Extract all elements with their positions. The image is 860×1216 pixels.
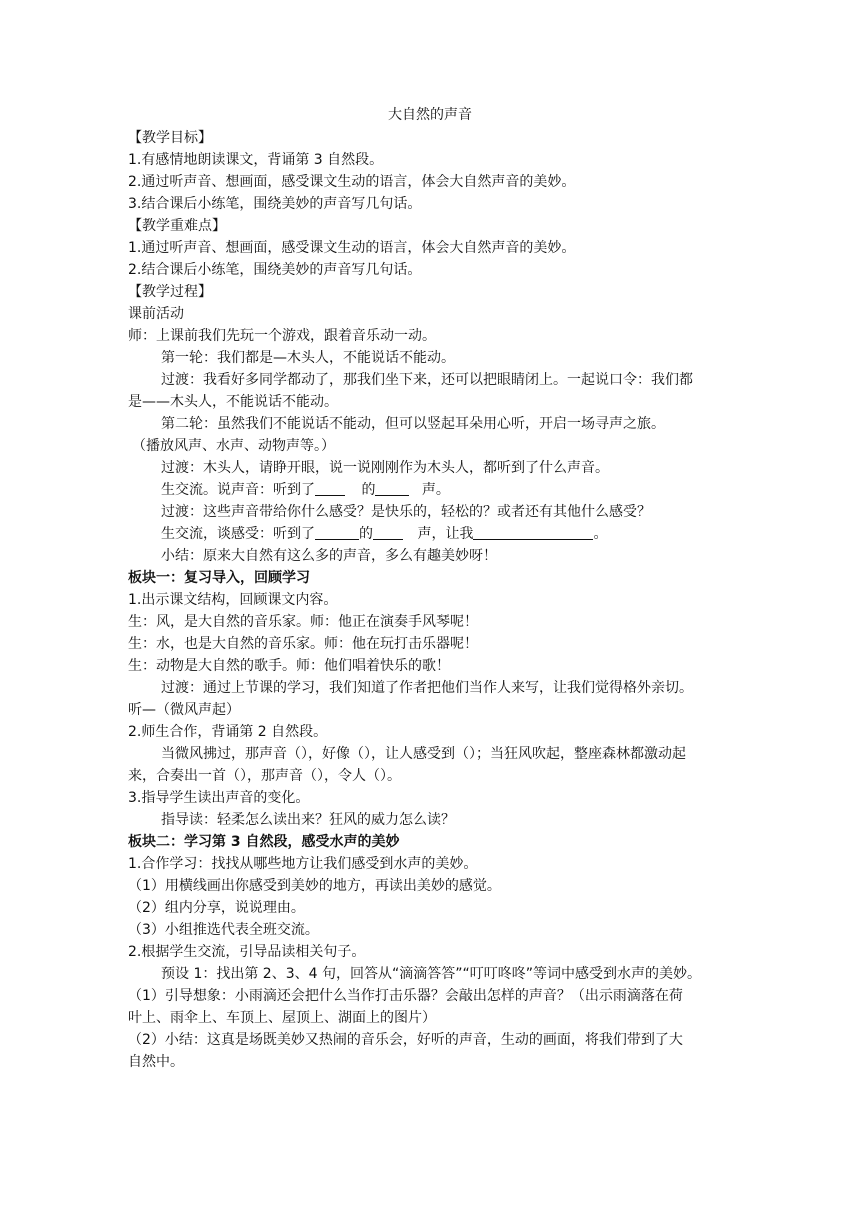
paragraph-line: 第一轮：我们都是—木头人，不能说话不能动。	[161, 350, 455, 366]
paragraph-line: 过渡：通过上节课的学习，我们知道了作者把他们当作人来写，让我们觉得格外亲切。	[161, 680, 693, 696]
paragraph-line: （3）小组推选代表全班交流。	[128, 922, 319, 938]
section-heading: 【教学过程】	[128, 284, 212, 300]
blank-underline	[373, 525, 403, 540]
section-heading: 板块二：学习第 3 自然段，感受水声的美妙	[128, 834, 400, 850]
paragraph-line: 1.合作学习：找找从哪些地方让我们感受到水声的美妙。	[128, 856, 478, 872]
paragraph-line: 2.结合课后小练笔，围绕美妙的声音写几句话。	[128, 262, 422, 278]
paragraph-line: 生：水，也是大自然的音乐家。师：他在玩打击乐器呢！	[128, 636, 478, 652]
fill-in-line-feeling	[128, 523, 733, 545]
blank-underline	[315, 525, 359, 540]
paragraph-line: 师：上课前我们先玩一个游戏，跟着音乐动一动。	[128, 328, 436, 344]
paragraph-line: （1）引导想象：小雨滴还会把什么当作打击乐器？会敲出怎样的声音？（出示雨滴落在荷	[128, 988, 683, 1004]
paragraph-line: 当微风拂过，那声音（），好像（），让人感受到（）；当狂风吹起，整座森林都激动起	[161, 746, 686, 762]
paragraph-line: 2.通过听声音、想画面，感受课文生动的语言，体会大自然声音的美妙。	[128, 174, 576, 190]
paragraph-line: 3.结合课后小练笔，围绕美妙的声音写几句话。	[128, 196, 422, 212]
paragraph-line: 1.有感情地朗读课文，背诵第 3 自然段。	[128, 152, 384, 168]
paragraph-line: 2.师生合作，背诵第 2 自然段。	[128, 724, 328, 740]
paragraph-line: 预设 1：找出第 2、3、4 句，回答从“滴滴答答”“叮叮咚咚”等词中感受到水声的美妙。	[161, 966, 701, 982]
section-heading: 【教学重难点】	[128, 218, 226, 234]
paragraph-line: （2）组内分享，说说理由。	[128, 900, 305, 916]
paragraph-line: 是——木头人，不能说话不能动。	[128, 394, 338, 410]
paragraph-line: 过渡：这些声音带给你什么感受？是快乐的，轻松的？或者还有其他什么感受？	[161, 504, 651, 520]
fill-in-line-sound	[128, 479, 733, 501]
section-heading: 【教学目标】	[128, 130, 212, 146]
paragraph-line: 叶上、雨伞上、车顶上、屋顶上、湖面上的图片）	[128, 1010, 436, 1026]
paragraph-line: 1.通过听声音、想画面，感受课文生动的语言，体会大自然声音的美妙。	[128, 240, 576, 256]
paragraph-line: 来，合奏出一首（），那声音（），令人（）。	[128, 768, 401, 784]
paragraph-line: 过渡：我看好多同学都动了，那我们坐下来，还可以把眼睛闭上。一起说口令：我们都	[161, 372, 693, 388]
fill-text: 的	[359, 526, 373, 542]
blank-underline	[473, 525, 593, 540]
paragraph-line: 生：风，是大自然的音乐家。师：他正在演奏手风琴呢！	[128, 614, 478, 630]
paragraph-line: （1）用横线画出你感受到美妙的地方，再读出美妙的感觉。	[128, 878, 501, 894]
paragraph-line: 课前活动	[128, 306, 184, 322]
paragraph-line: （播放风声、水声、动物声等。）	[132, 438, 335, 454]
fill-text: 声。	[421, 482, 450, 498]
paragraph-line: 3.指导学生读出声音的变化。	[128, 790, 310, 806]
paragraph-line: 小结：原来大自然有这么多的声音，多么有趣美妙呀！	[161, 548, 497, 564]
fill-text: 生交流。说声音：听到了	[161, 482, 315, 498]
fill-text: 生交流，谈感受：听到了	[161, 526, 315, 542]
paragraph-line: 第二轮：虽然我们不能说话不能动，但可以竖起耳朵用心听，开启一场寻声之旅。	[161, 416, 665, 432]
fill-text: 的	[361, 482, 376, 498]
document-body	[128, 127, 733, 1073]
paragraph-line: 自然中。	[128, 1054, 184, 1070]
blank-underline	[315, 481, 345, 496]
fill-text: 声，让我	[417, 526, 474, 542]
paragraph-line: 1.出示课文结构，回顾课文内容。	[128, 592, 338, 608]
section-heading: 板块一：复习导入，回顾学习	[128, 570, 310, 586]
blank-underline	[375, 481, 409, 496]
document-title: 大自然的声音	[388, 107, 472, 123]
paragraph-line: 听—（微风声起）	[128, 702, 240, 718]
paragraph-line: 过渡：木头人，请睁开眼，说一说刚刚作为木头人，都听到了什么声音。	[161, 460, 609, 476]
fill-text: 。	[593, 526, 608, 542]
paragraph-line: 生：动物是大自然的歌手。师：他们唱着快乐的歌！	[128, 658, 450, 674]
paragraph-line: 指导读：轻柔怎么读出来？狂风的威力怎么读？	[161, 812, 455, 828]
paragraph-line: （2）小结：这真是场既美妙又热闹的音乐会，好听的声音，生动的画面，将我们带到了大	[128, 1032, 683, 1048]
paragraph-line: 2.根据学生交流，引导品读相关句子。	[128, 944, 366, 960]
